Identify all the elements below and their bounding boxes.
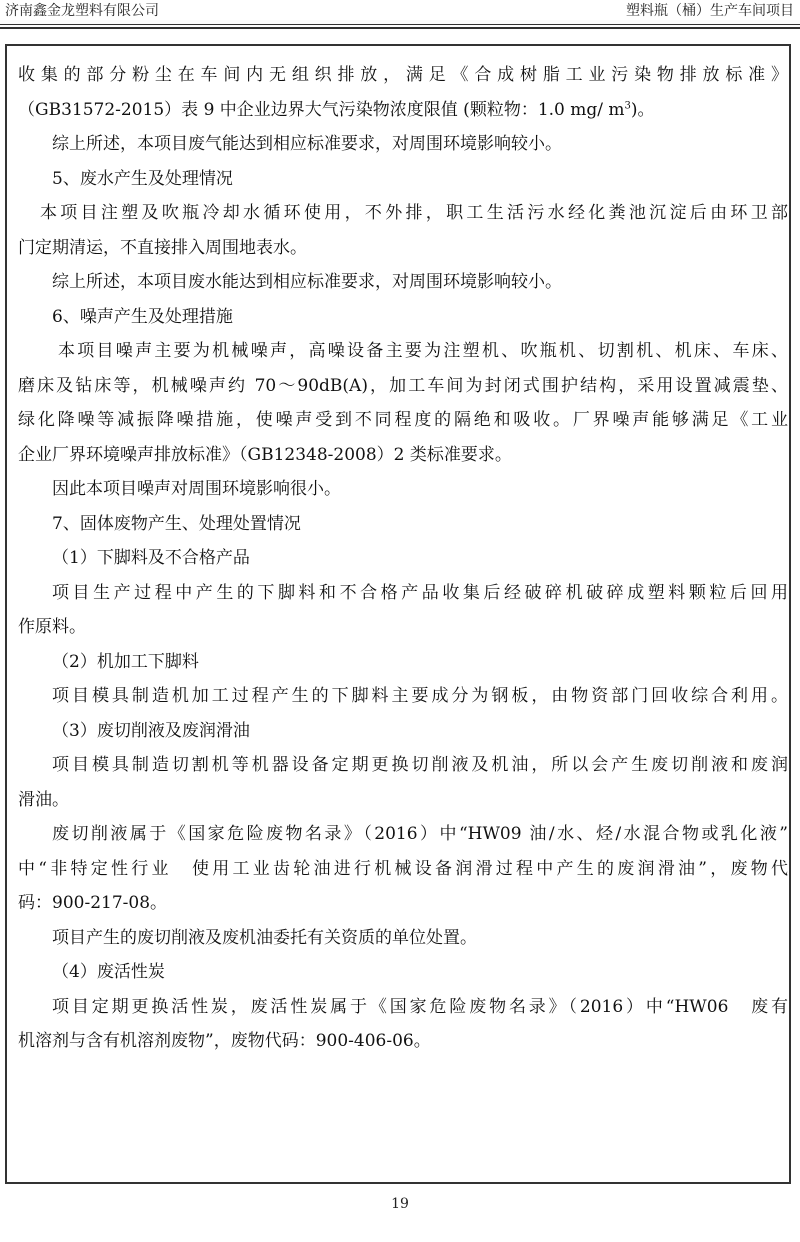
header-rule (0, 24, 800, 25)
text-line: 企业厂界环境噪声排放标准》（GB12348-2008）2 类标准要求。 (18, 444, 512, 465)
text-span: （GB31572-2015）表 9 中企业边界大气污染物浓度限值 (颗粒物：1.0 mg/ m (18, 99, 625, 120)
subsection-heading: （2）机加工下脚料 (52, 651, 199, 672)
section-heading: 7、固体废物产生、处理处置情况 (52, 513, 301, 534)
text-line: 滑油。 (18, 789, 69, 810)
text-line: 综上所述，本项目废气能达到相应标准要求，对周围环境影响较小。 (52, 134, 562, 154)
superscript: 3 (624, 99, 631, 111)
text-line: 机溶剂与含有机溶剂废物”，废物代码：900-406-06。 (18, 1031, 431, 1051)
header-company: 济南鑫金龙塑料有限公司 (5, 3, 159, 19)
text-line: 项目模具制造切割机等机器设备定期更换切削液及机油，所以会产生废切削液和废润 (52, 755, 788, 775)
text-line: 本项目注塑及吹瓶冷却水循环使用，不外排，职工生活污水经化粪池沉淀后由环卫部 (40, 203, 788, 223)
text-line: 作原料。 (18, 617, 86, 637)
text-line: 项目生产过程中产生的下脚料和不合格产品收集后经破碎机破碎成塑料颗粒后回用 (52, 582, 788, 603)
text-line: 综上所述，本项目废水能达到相应标准要求，对周围环境影响较小。 (52, 272, 562, 292)
document-body (18, 58, 788, 1059)
text-line: 收集的部分粉尘在车间内无组织排放，满足《合成树脂工业污染物排放标准》 (18, 65, 788, 85)
subsection-heading: （1）下脚料及不合格产品 (52, 548, 250, 568)
text-line: 门定期清运，不直接排入周围地表水。 (18, 237, 307, 258)
header-rule-thick (0, 27, 800, 29)
section-heading: 6、噪声产生及处理措施 (52, 306, 233, 327)
subsection-heading: （3）废切削液及废润滑油 (52, 720, 250, 741)
text-span: )。 (630, 99, 655, 120)
text-line: 废切削液属于《国家危险废物名录》（2016）中“HW09 油/水、烃/水混合物或乳化液” (52, 824, 788, 844)
subsection-heading: （4）废活性炭 (52, 962, 165, 982)
text-line: 项目定期更换活性炭，废活性炭属于《国家危险废物名录》（2016）中“HW06 废有 (52, 996, 788, 1017)
text-line: 因此本项目噪声对周围环境影响很小。 (52, 479, 341, 499)
header-project: 塑料瓶（桶）生产车间项目 (626, 3, 794, 19)
text-line: 绿化降噪等减振降噪措施，使噪声受到不同程度的隔绝和吸收。厂界噪声能够满足《工业 (18, 410, 788, 430)
text-line: 中“非特定性行业 使用工业齿轮油进行机械设备润滑过程中产生的废润滑油”，废物代 (18, 858, 788, 879)
text-line: 本项目噪声主要为机械噪声，高噪设备主要为注塑机、吹瓶机、切割机、机床、车床、 (58, 341, 788, 361)
text-line: 项目模具制造机加工过程产生的下脚料主要成分为钢板，由物资部门回收综合利用。 (52, 686, 788, 706)
text-line: 项目产生的废切削液及废机油委托有关资质的单位处置。 (52, 927, 477, 948)
page-number: 19 (391, 1196, 409, 1212)
text-line: 码：900-217-08。 (18, 893, 168, 913)
text-line (18, 93, 788, 128)
text-line: 磨床及钻床等，机械噪声约 70～90dB(A)，加工车间为封闭式围护结构，采用设置减震垫、 (18, 375, 788, 396)
section-heading: 5、废水产生及处理情况 (52, 168, 233, 189)
